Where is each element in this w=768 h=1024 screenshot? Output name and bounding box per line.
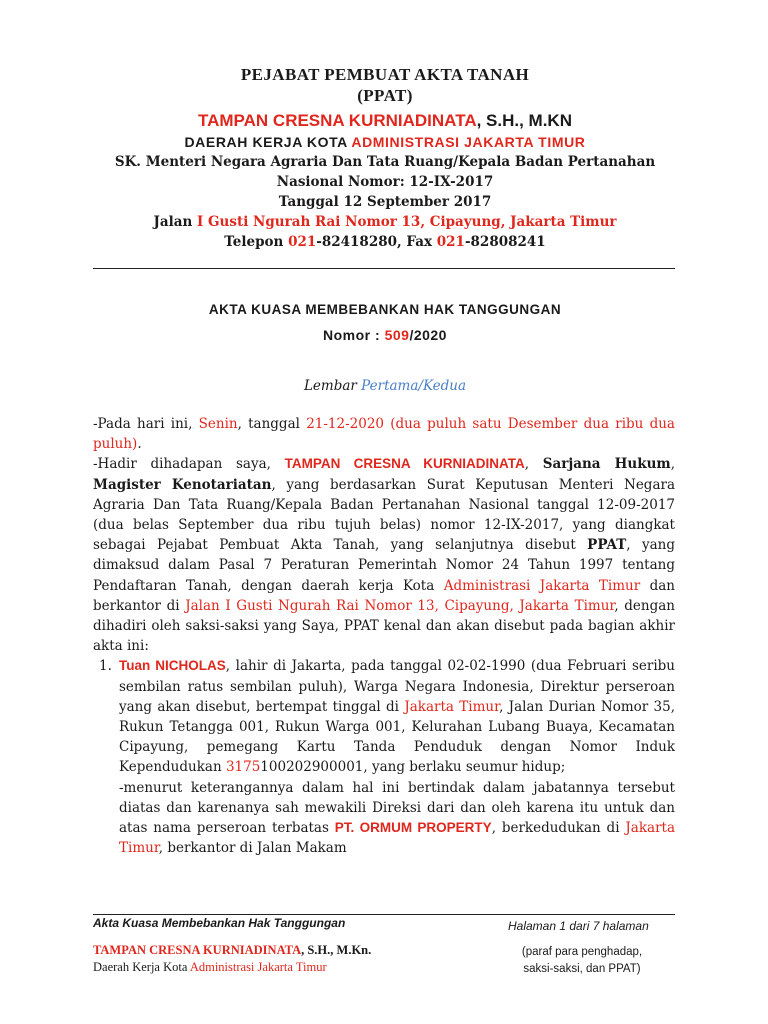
deed-number-value: 509 (384, 327, 410, 343)
initials-note (508, 944, 656, 978)
nik-rest: 100202900001 (260, 759, 364, 776)
fax-number: -82808241 (464, 234, 546, 250)
address-prefix: Jalan (153, 214, 197, 230)
footer-ppat-degrees: , S.H., M.Kn. (301, 943, 372, 957)
text-run: , berkedudukan di (491, 820, 626, 837)
deed-number-year: /2020 (409, 327, 447, 343)
footer-deed-title: Akta Kuasa Membebankan Hak Tanggungan (93, 916, 346, 930)
work-area-prefix: DAERAH KERJA KOTA (184, 134, 352, 150)
initials-note-line-2: saksi-saksi, dan PPAT) (523, 963, 641, 975)
header-divider (93, 268, 675, 269)
fax-area-code: 021 (436, 234, 465, 250)
footer-ppat-name: TAMPAN CRESNA KURNIADINATA (93, 943, 302, 957)
appearing-ppat-name: TAMPAN CRESNA KURNIADINATA (284, 456, 525, 472)
phone-number: -82418280, (316, 234, 407, 250)
text-run: , yang berlaku seumur hidup; (363, 759, 566, 776)
text-run: , tanggal (237, 416, 307, 432)
sk-line-1: SK. Menteri Negara Agraria Dan Tata Ruang/Kepala Badan Pertanahan (114, 154, 656, 170)
footer-ppat (93, 943, 371, 958)
ppat-name: TAMPAN CRESNA KURNIADINATA (198, 111, 477, 130)
office-address-body: Jalan I Gusti Ngurah Rai Nomor 13, Cipayung, Jakarta Timur (185, 597, 615, 614)
page-indicator: Halaman 1 dari 7 halaman (508, 919, 649, 933)
company-city: Jakarta Timur (119, 820, 675, 857)
text-run: , yang dimaksud dalam Pasal 7 Peraturan Pemerintah Nomor 24 Tahun 1997 tentang Pendaftaran Tanah, dengan daerah kerja Kota (93, 537, 675, 594)
initials-note-line-1: (paraf para penghadap, (521, 946, 643, 958)
text-run: . (137, 436, 142, 453)
sheet-label: Lembar (303, 378, 362, 394)
text-run: , Jalan Durian Nomor 35, Rukun Tetangga 001, Rukun Warga 001, Kelurahan Lubang Buaya, Kecamatan Cipayung, pemegang Kartu Tanda Penduduk dengan Nomor Induk Kependudukan (119, 698, 675, 776)
ppat-term: PPAT (587, 537, 627, 554)
deed-title: AKTA KUASA MEMBEBANKAN HAK TANGGUNGAN (208, 302, 562, 317)
text-run: , yang berdasarkan Surat Keputusan Menteri Negara Agraria Dan Tata Ruang/Kepala Badan Pertanahan Nasional tanggal 12-09-2017 (dua belas September dua ribu tujuh belas) nomor 12-IX-2017, yang diangkat sebagai Pejabat Pembuat Akta Tanah, yang selanjutnya disebut (93, 476, 675, 554)
sk-line-2: Nasional Nomor: 12-IX-2017 (276, 174, 494, 190)
deed-number-label: Nomor : (323, 327, 385, 343)
text-run: , (524, 456, 543, 473)
phone-area-code: 021 (288, 234, 317, 250)
party-capacity (119, 778, 675, 859)
office-abbreviation: (PPAT) (357, 86, 413, 105)
footer-divider (93, 914, 675, 915)
footer-area: Administrasi Jakarta Timur (189, 960, 327, 974)
footer-area-prefix: Daerah Kerja Kota (93, 960, 190, 974)
text-run: , dengan dihadiri oleh saksi-saksi yang Saya, PPAT kenal dan akan disebut pada bagian akhir akta ini: (93, 597, 676, 655)
work-area: ADMINISTRASI JAKARTA TIMUR (351, 134, 586, 150)
ppat-name-line (90, 109, 680, 132)
list-item (93, 656, 675, 858)
deed-day: Senin (198, 416, 238, 432)
sk-date: Tanggal 12 September 2017 (278, 194, 492, 210)
ppat-title-notary: Magister Kenotariatan (93, 476, 272, 493)
deed-body (93, 414, 675, 858)
deed-number (90, 327, 680, 343)
contact-line (90, 232, 680, 252)
letterhead (90, 64, 680, 252)
sheet-value: Pertama/Kedua (361, 378, 467, 394)
phone-label: Telepon (224, 234, 289, 250)
text-run: dan berkantor di (93, 577, 675, 614)
company-name: PT. ORMUM PROPERTY (334, 820, 492, 836)
work-area-line (90, 132, 680, 152)
text-run: -Pada hari ini, (93, 416, 199, 432)
ppat-degrees: , S.H., M.KN (476, 111, 572, 130)
office-address: I Gusti Ngurah Rai Nomor 13, Cipayung, Jakarta Timur (197, 214, 617, 230)
party-identity (119, 656, 675, 777)
party-city: Jakarta Timur (404, 698, 500, 715)
list-item-number: 1. (99, 658, 112, 675)
work-area-body: Administrasi Jakarta Timur (443, 577, 641, 594)
text-run: , berkantor di Jalan Makam (158, 840, 347, 857)
ppat-title-law: Sarjana Hukum (542, 456, 671, 473)
nik-prefix: 3175 (225, 759, 261, 776)
paragraph-date (93, 414, 675, 454)
text-run: , lahir di Jakarta, pada tanggal 02-02-1990 (dua Februari seribu sembilan ratus sembilan puluh), Warga Negara Indonesia, Direktur perseroan yang akan disebut, bertempat tinggal di (119, 658, 675, 715)
text-run: , (670, 456, 675, 473)
address-line (90, 212, 680, 232)
text-run: -menurut keterangannya dalam hal ini bertindak dalam jabatannya tersebut diatas dan karenanya sah mewakili Direksi dari dan oleh karena itu untuk dan atas nama perseroan terbatas (119, 779, 675, 837)
fax-label: Fax (406, 234, 437, 250)
office-title: PEJABAT PEMBUAT AKTA TANAH (240, 65, 530, 84)
party-name: Tuan NICHOLAS (119, 658, 226, 674)
sheet-line (90, 378, 680, 394)
footer-work-area (93, 960, 327, 975)
deed-date: 21-12-2020 (dua puluh satu Desember dua ribu dua puluh) (93, 416, 675, 453)
paragraph-appearance (93, 454, 675, 656)
text-run: -Hadir dihadapan saya, (93, 456, 285, 473)
